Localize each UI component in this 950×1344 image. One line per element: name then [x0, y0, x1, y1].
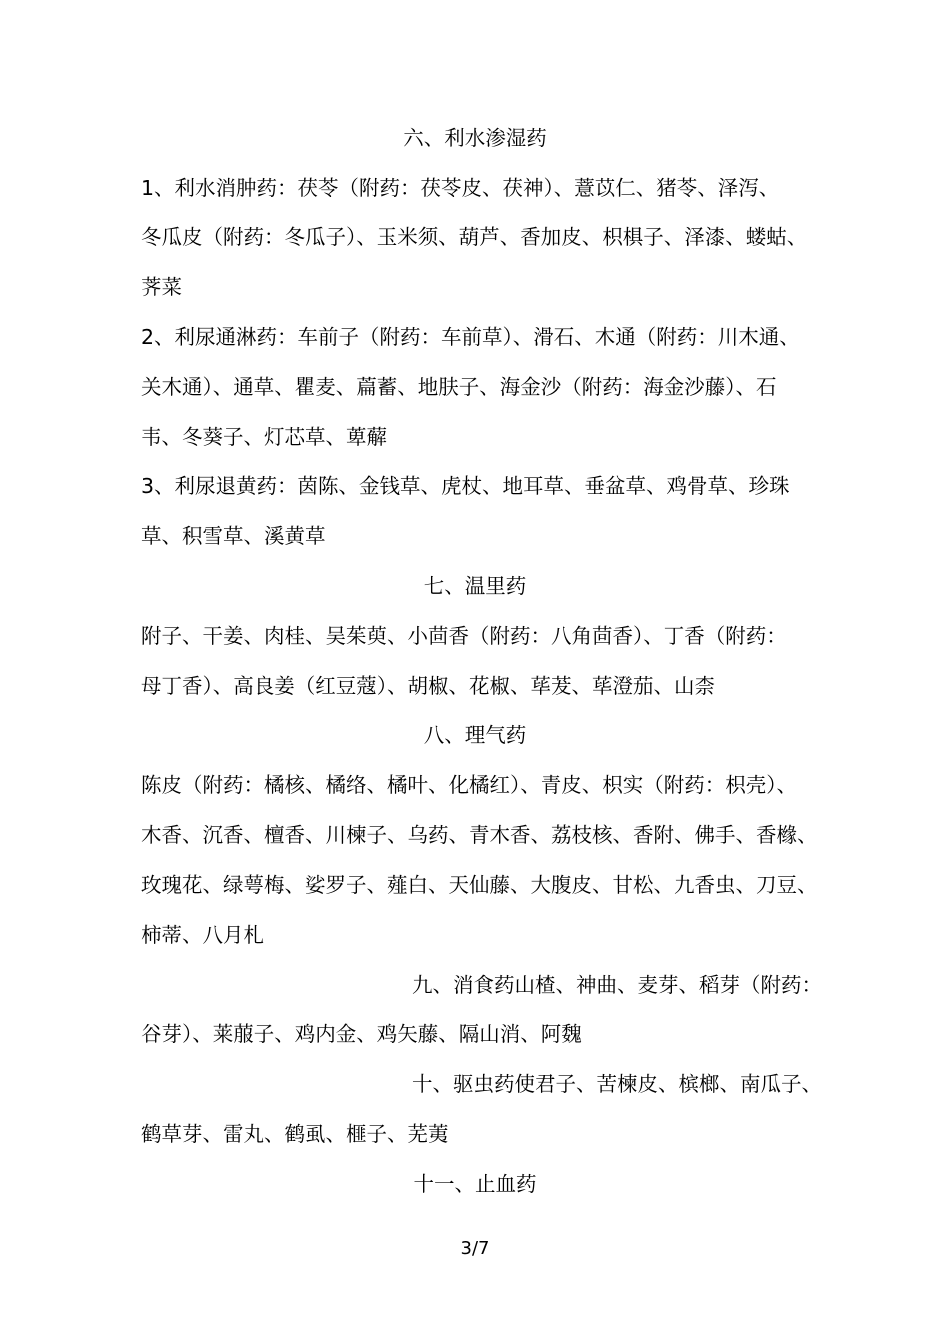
text-line: 谷芽）、莱菔子、鸡内金、鸡矢藤、隔山消、阿魏 [141, 1022, 582, 1046]
page-number: 3/7 [460, 1238, 490, 1259]
text-line: 3、利尿退黄药：茵陈、金钱草、虎杖、地耳草、垂盆草、鸡骨草、珍珠 [141, 474, 790, 498]
text-line: 附子、干姜、肉桂、吴茱萸、小茴香（附药：八角茴香）、丁香（附药： [141, 624, 787, 648]
text-line: 韦、冬葵子、灯芯草、萆薢 [141, 425, 387, 449]
text-line: 母丁香）、高良姜（红豆蔻）、胡椒、花椒、荜茇、荜澄茄、山柰 [141, 674, 715, 698]
text-line: 关木通）、通草、瞿麦、萹蓄、地肤子、海金沙（附药：海金沙藤）、石 [141, 375, 777, 399]
text-line: 冬瓜皮（附药：冬瓜子）、玉米须、葫芦、香加皮、枳椇子、泽漆、蝼蛄、 [141, 225, 808, 249]
text-line: 鹤草芽、雷丸、鹤虱、榧子、芜荑 [141, 1122, 449, 1146]
heading-hemostatic: 十一、止血药 [413, 1172, 537, 1196]
text-line: 陈皮（附药：橘核、橘络、橘叶、化橘红）、青皮、枳实（附药：枳壳）、 [141, 773, 797, 797]
heading-anthelmintic: 十、驱虫药使君子、苦楝皮、槟榔、南瓜子、 [412, 1072, 822, 1096]
text-line: 玫瑰花、绿萼梅、娑罗子、薤白、天仙藤、大腹皮、甘松、九香虫、刀豆、 [141, 873, 818, 897]
text-line: 荠菜 [141, 275, 182, 299]
text-line: 柿蒂、八月札 [141, 923, 264, 947]
text-line: 2、利尿通淋药：车前子（附药：车前草）、滑石、木通（附药：川木通、 [141, 325, 800, 349]
heading-qi: 八、理气药 [423, 723, 527, 747]
text-line: 1、利水消肿药：茯苓（附药：茯苓皮、茯神）、薏苡仁、猪苓、泽泻、 [141, 176, 780, 200]
text-line: 草、积雪草、溪黄草 [141, 524, 326, 548]
heading-diuretic: 六、利水渗湿药 [403, 126, 547, 150]
text-line: 木香、沉香、檀香、川楝子、乌药、青木香、荔枝核、香附、佛手、香橼、 [141, 823, 818, 847]
heading-digestive: 九、消食药山楂、神曲、麦芽、稻芽（附药： [412, 973, 822, 997]
heading-warming: 七、温里药 [423, 574, 527, 598]
